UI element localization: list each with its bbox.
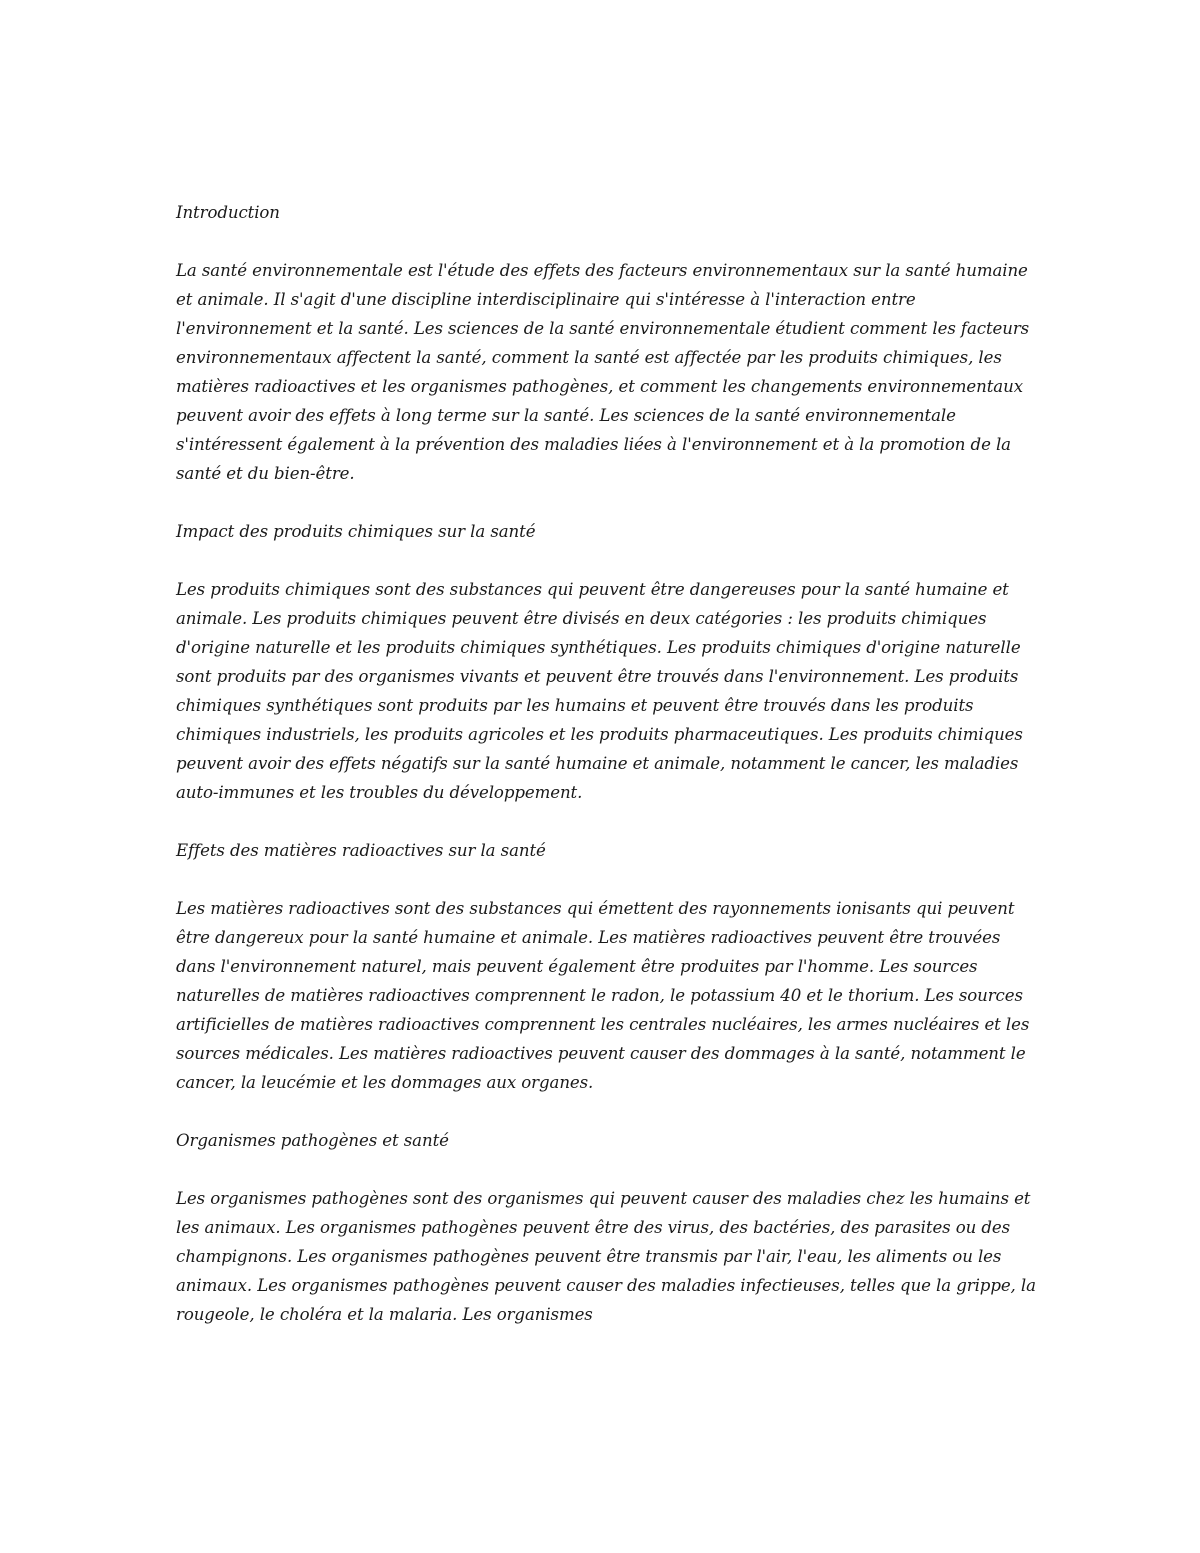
section-paragraph-pathogens: Les organismes pathogènes sont des organismes qui peuvent causer des maladies chez les humains et les animaux. Les organismes pathogènes peuvent être des virus, des bactéries, des parasites ou des champignons. Les organismes pathogènes peuvent être transmis par l'air, l'eau, les aliments ou les animaux. Les organismes pathogènes peuvent causer des maladies infectieuses, telles que la grippe, la rougeole, le choléra et la malaria. Les organismes [176, 1189, 1036, 1324]
document-body [176, 198, 1036, 1329]
section-heading-chemicals: Impact des produits chimiques sur la santé [176, 522, 536, 541]
section-paragraph-introduction: La santé environnementale est l'étude des effets des facteurs environnementaux sur la santé humaine et animale. Il s'agit d'une discipline interdisciplinaire qui s'intéresse à l'interaction entre l'environnement et la santé. Les sciences de la santé environnementale étudient comment les facteurs environnementaux affectent la santé, comment la santé est affectée par les produits chimiques, les matières radioactives et les organismes pathogènes, et comment les changements environnementaux peuvent avoir des effets à long terme sur la santé. Les sciences de la santé environnementale s'intéressent également à la prévention des maladies liées à l'environnement et à la promotion de la santé et du bien-être. [176, 261, 1030, 483]
section-heading-radioactive: Effets des matières radioactives sur la santé [176, 841, 546, 860]
section-heading-pathogens: Organismes pathogènes et santé [176, 1131, 449, 1150]
section-paragraph-radioactive: Les matières radioactives sont des substances qui émettent des rayonnements ionisants qui peuvent être dangereux pour la santé humaine et animale. Les matières radioactives peuvent être trouvées dans l'environnement naturel, mais peuvent également être produites par l'homme. Les sources naturelles de matières radioactives comprennent le radon, le potassium 40 et le thorium. Les sources artificielles de matières radioactives comprennent les centrales nucléaires, les armes nucléaires et les sources médicales. Les matières radioactives peuvent causer des dommages à la santé, notamment le cancer, la leucémie et les dommages aux organes. [176, 899, 1030, 1092]
section-paragraph-chemicals: Les produits chimiques sont des substances qui peuvent être dangereuses pour la santé humaine et animale. Les produits chimiques peuvent être divisés en deux catégories : les produits chimiques d'origine naturelle et les produits chimiques synthétiques. Les produits chimiques d'origine naturelle sont produits par des organismes vivants et peuvent être trouvés dans l'environnement. Les produits chimiques synthétiques sont produits par les humains et peuvent être trouvés dans les produits chimiques industriels, les produits agricoles et les produits pharmaceutiques. Les produits chimiques peuvent avoir des effets négatifs sur la santé humaine et animale, notamment le cancer, les maladies auto-immunes et les troubles du développement. [176, 580, 1023, 802]
section-heading-introduction: Introduction [176, 203, 280, 222]
